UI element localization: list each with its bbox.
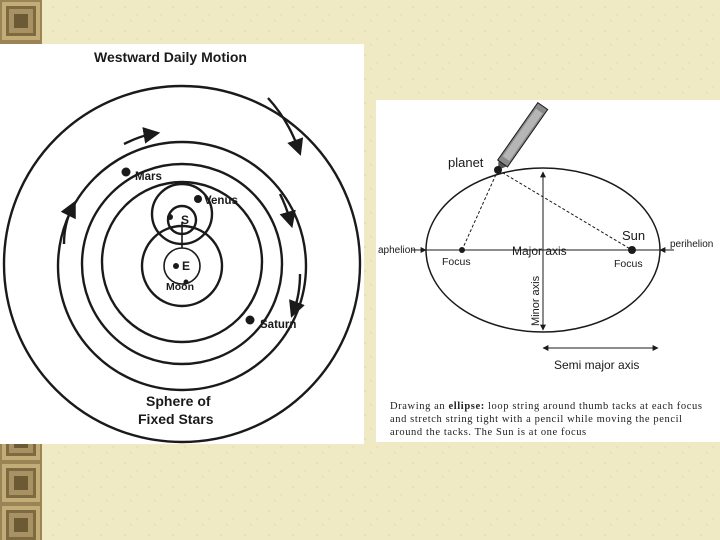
sun-focus-dot — [628, 246, 636, 254]
string-to-right-focus — [498, 170, 632, 250]
left-focus-dot — [459, 247, 465, 253]
earth-dot — [173, 263, 179, 269]
ellipse-panel — [376, 100, 720, 442]
arrow-mars — [124, 134, 152, 144]
sun-dot — [167, 214, 173, 220]
pencil-icon — [493, 103, 548, 174]
mars-label: Mars — [135, 171, 162, 183]
saturn-label: Saturn — [260, 319, 297, 331]
caption-prefix: Drawing an — [390, 401, 449, 412]
major-axis-label: Major axis — [512, 244, 567, 258]
saturn-dot — [246, 316, 255, 325]
ellipse-caption — [390, 400, 710, 439]
arrow-outer — [268, 98, 298, 148]
planet-dot — [494, 166, 502, 174]
perihelion-label: perihelion — [670, 239, 714, 250]
sun-label: Sun — [622, 228, 646, 243]
planet-label: planet — [448, 155, 484, 170]
diagram-title: Westward Daily Motion — [94, 49, 247, 65]
semi-major-axis-label: Semi major axis — [554, 358, 640, 372]
sun-label: S — [181, 213, 190, 227]
moon-label: Moon — [166, 281, 194, 293]
arrow-saturn-left — [64, 208, 72, 244]
caption-bold-term: ellipse: — [448, 401, 485, 412]
sphere-label-line1: Sphere of — [146, 393, 211, 409]
venus-label: Venus — [204, 195, 238, 207]
minor-axis-label: Minor axis — [530, 275, 542, 326]
westward-motion-panel — [0, 44, 364, 444]
focus-left-label: Focus — [442, 256, 471, 268]
ellipse-diagram — [376, 100, 720, 400]
aphelion-label: aphelion — [378, 245, 416, 256]
string-to-left-focus — [462, 170, 498, 250]
venus-dot — [194, 195, 202, 203]
geocentric-diagram — [0, 44, 364, 444]
sphere-label-line2: Fixed Stars — [138, 411, 214, 427]
earth-label: E — [182, 259, 191, 273]
caption-rest: loop string around thumb tacks at each focus and stretch string tight with a pencil while moving the pencil around the tacks. The Sun is at one focus — [390, 401, 703, 438]
focus-right-label: Focus — [614, 258, 643, 270]
mars-dot — [122, 168, 131, 177]
